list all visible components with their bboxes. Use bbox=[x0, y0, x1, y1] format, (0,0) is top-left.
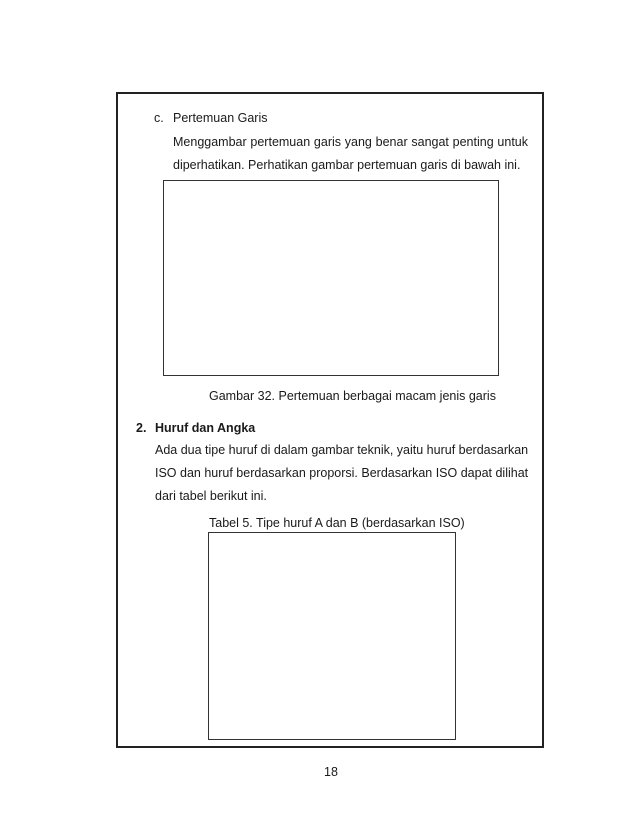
paragraph-line: dari tabel berikut ini. bbox=[155, 489, 267, 503]
table-caption: Tabel 5. Tipe huruf A dan B (berdasarkan ISO) bbox=[209, 516, 465, 530]
page-number: 18 bbox=[324, 765, 338, 779]
section-heading-huruf-dan-angka: Huruf dan Angka bbox=[155, 421, 256, 435]
figure-placeholder bbox=[163, 180, 499, 376]
paragraph-line: Ada dua tipe huruf di dalam gambar teknik, yaitu huruf berdasarkan bbox=[155, 443, 529, 457]
table-placeholder bbox=[208, 532, 456, 740]
paragraph-line: Menggambar pertemuan garis yang benar sangat penting untuk bbox=[173, 135, 528, 149]
section-heading-pertemuan-garis: Pertemuan Garis bbox=[173, 111, 268, 125]
paragraph-line: diperhatikan. Perhatikan gambar pertemuan garis di bawah ini. bbox=[173, 158, 521, 172]
list-marker-c: c. bbox=[154, 111, 164, 125]
section-number: 2. bbox=[136, 421, 147, 435]
paragraph-line: ISO dan huruf berdasarkan proporsi. Berdasarkan ISO dapat dilihat bbox=[155, 466, 529, 480]
figure-caption: Gambar 32. Pertemuan berbagai macam jenis garis bbox=[209, 389, 496, 403]
